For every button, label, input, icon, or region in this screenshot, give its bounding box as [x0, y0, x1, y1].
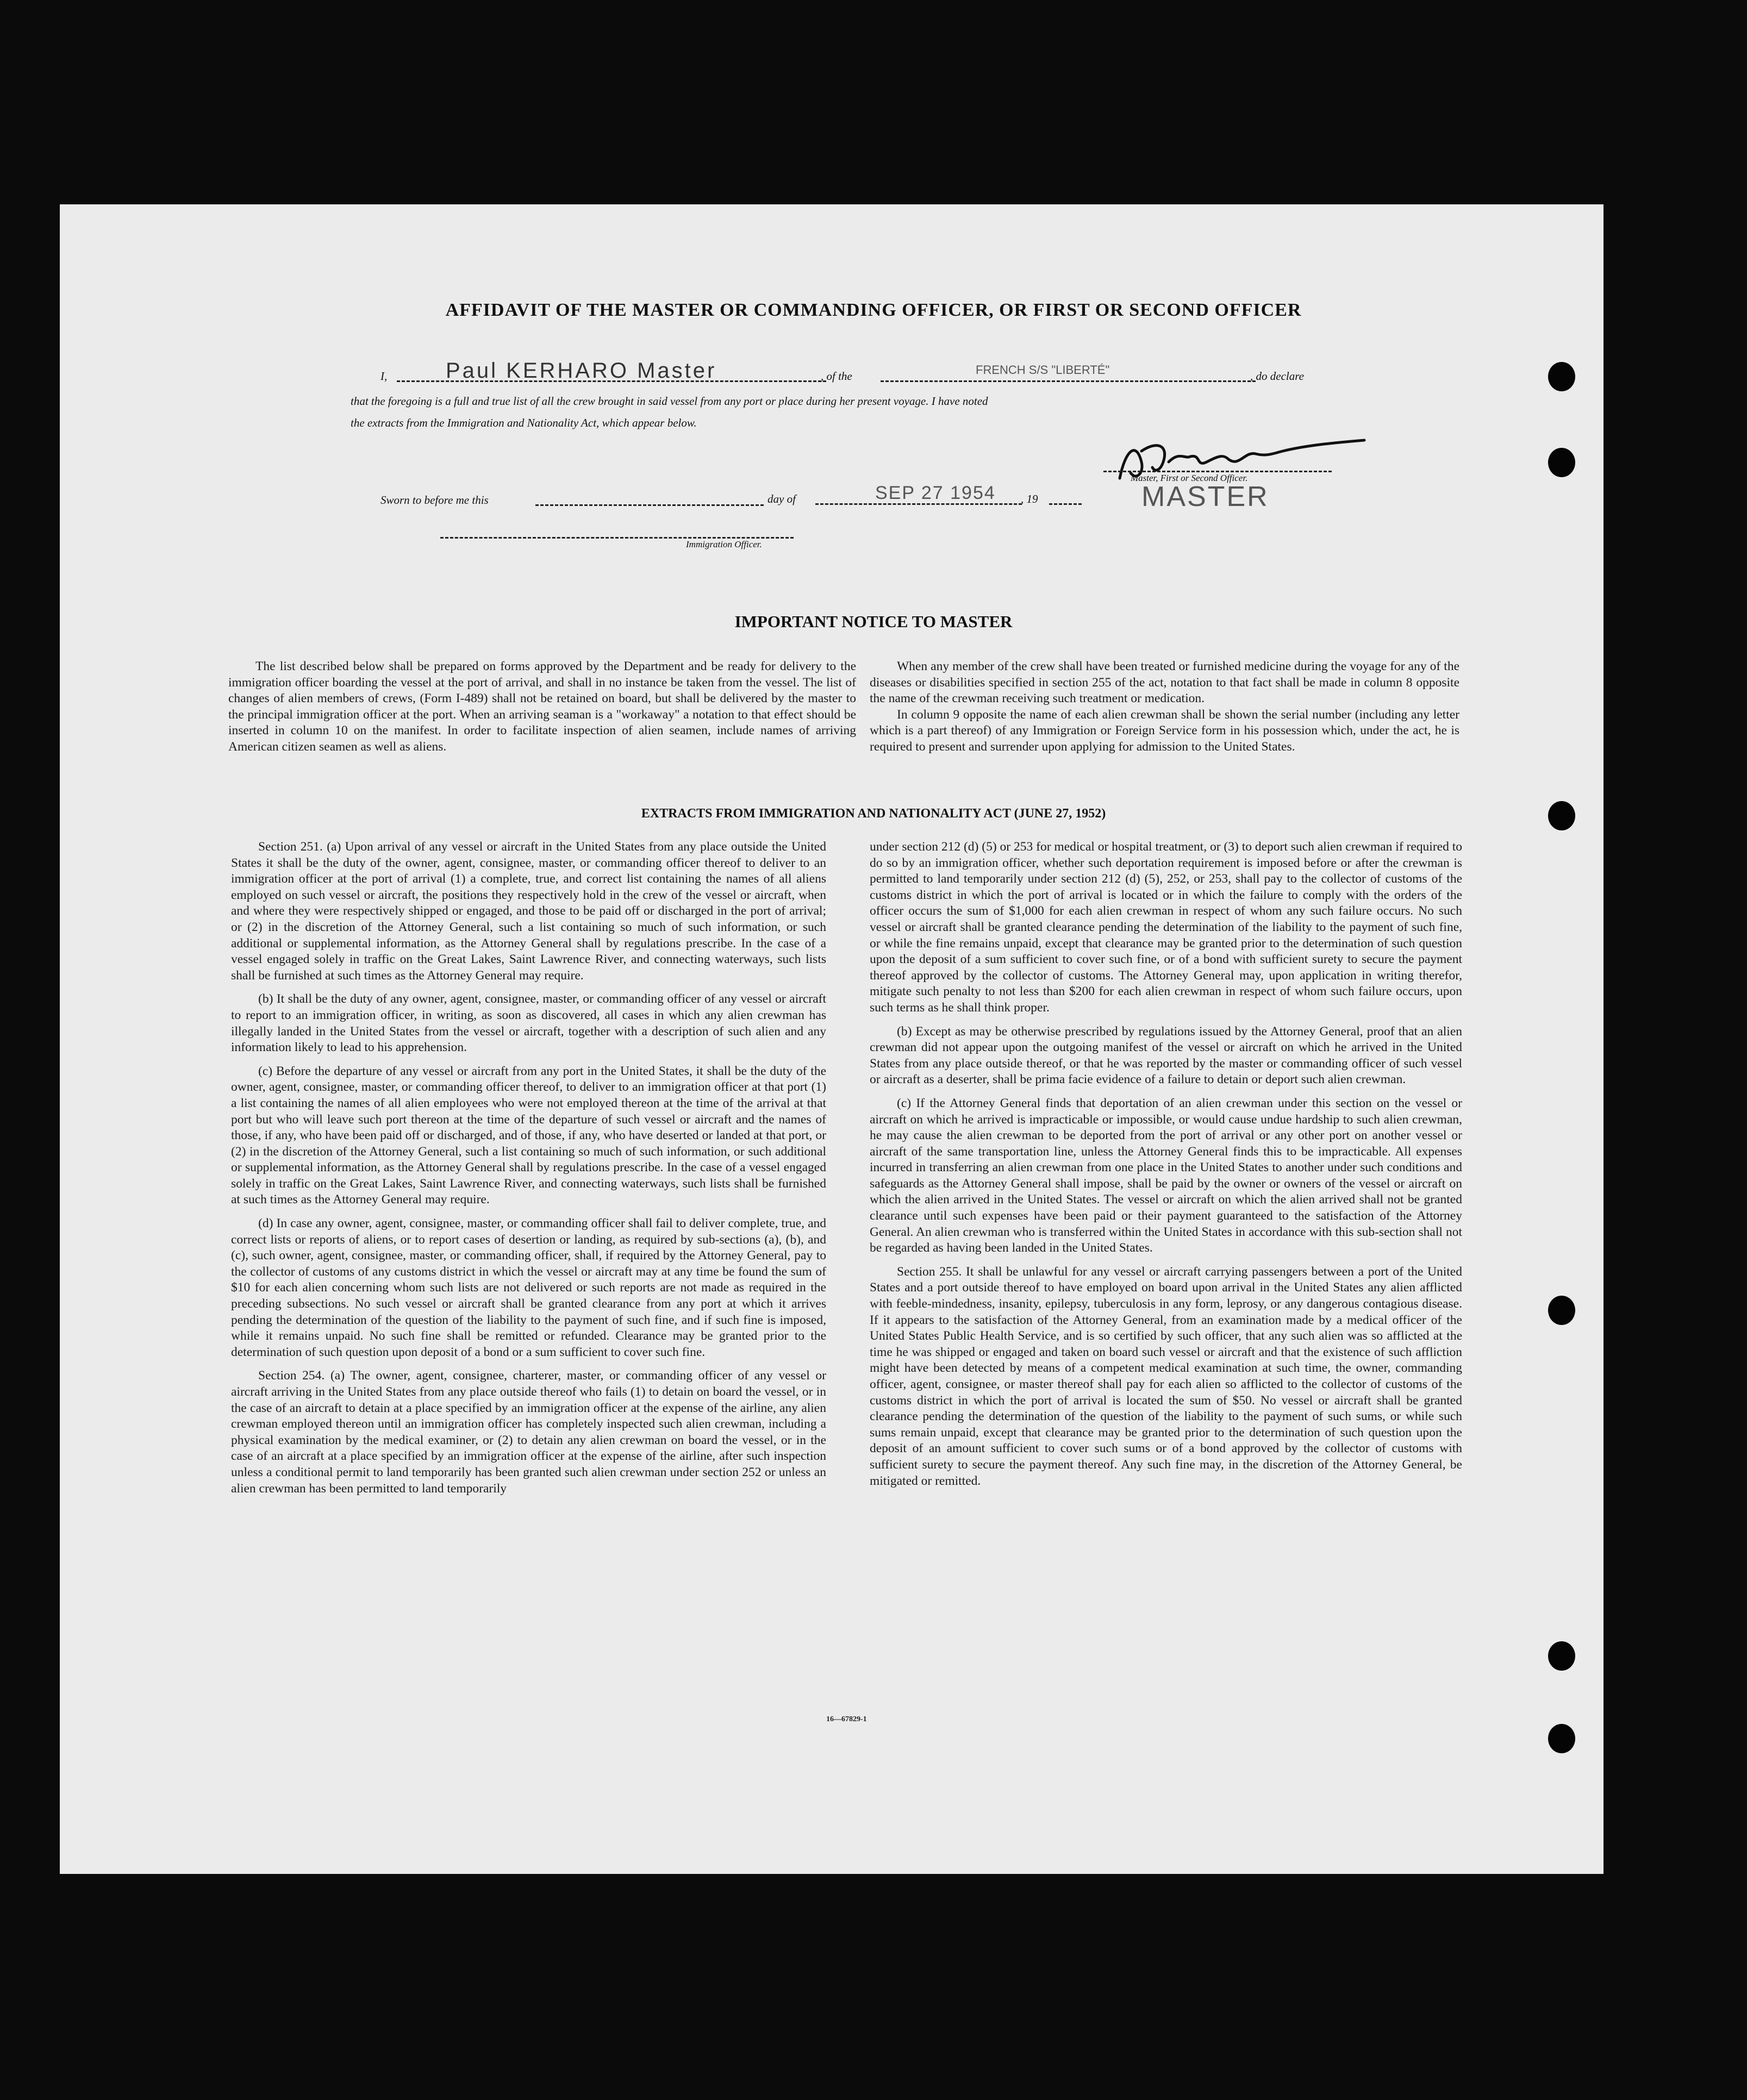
day-of-label: day of	[768, 492, 796, 505]
i-label: I,	[380, 370, 388, 383]
punch-hole	[1548, 1724, 1575, 1753]
signature-line	[1103, 471, 1332, 472]
master-name: Paul KERHARO Master	[446, 359, 717, 383]
notice-left-text: The list described below shall be prepared on forms approved by the Department and be ready for delivery to the immigration officer boarding the vessel at the port of arrival, and shall in no instance be taken from the vessel. The list of changes of alien members of crews, (Form I-489) shall not be retained on board, but shall be delivered by the master to the principal immigration officer at the port. When an arriving seaman is a "workaway" a notation to that effect should be inserted in column 10 on the manifest. In order to facilitate inspection of alien seamen, include names of arriving American citizen seamen as well as aliens.	[228, 659, 856, 754]
notice-right-column	[870, 659, 1459, 763]
signature-caption: Master, First or Second Officer.	[1131, 473, 1248, 483]
notice-right-text-2: In column 9 opposite the name of each alien crewman shall be shown the serial number (including any letter which is a part thereof) of any Immigration or Foreign Service form in his possession which, under the act, he is required to present and surrender upon applying for admission to the United States.	[870, 707, 1459, 754]
officer-line	[440, 537, 794, 539]
vessel-line	[881, 380, 1256, 382]
section-255: Section 255. It shall be unlawful for any vessel or aircraft carrying passengers between a port of the United States and a port outside thereof to have employed on board upon arrival in the United States any alien afflicted with feeble-mindedness, insanity, epilepsy, tuberculosis in any form, leprosy, or any dangerous contagious disease. If it appears to the satisfaction of the Attorney General, from an examination made by a medical officer of the United States Public Health Service, and is so certified by such officer, that any such alien was so afflicted at the time he was shipped or engaged and taken on board such vessel or aircraft and that the existence of such affliction might have been detected by means of a competent medical examination at such time, the owner, commanding officer, agent, consignee, or master thereof shall pay for each alien so afflicted to the collector of customs of the customs district in which the port of arrival is located the sum of $50. No vessel or aircraft shall be granted clearance pending the determination of the question of the liability to the payment of such sums, or while such sums remain unpaid, except that clearance may be granted prior to the determination of such question upon the deposit of an amount sufficient to cover such sums or of a bond approved by the collector of customs with sufficient surety to secure the payment thereof. Any such fine may, in the discretion of the Attorney General, be mitigated or remitted.	[870, 1264, 1462, 1488]
vessel-stamp: FRENCH S/S "LIBERTÉ"	[976, 363, 1110, 377]
affidavit-title: AFFIDAVIT OF THE MASTER OR COMMANDING OFFICER, OR FIRST OR SECOND OFFICER	[445, 300, 1302, 320]
of-the-label: , of the	[821, 370, 852, 383]
section-254-c: (c) If the Attorney General finds that deportation of an alien crewman under this section on the vessel or aircraft on which he arrived is impracticable or impossible, or would cause undue hardship to such alien crewman, he may cause the alien crewman to be deported from the port of arrival or any other port on another vessel or aircraft of the same transportation line, unless the Attorney General finds this to be impracticable. All expenses incurred in transferring an alien crewman from one place in the United States to another under such conditions and safeguards as the Attorney General shall impose, shall be paid by the owner or owners of the vessel or aircraft on which the alien arrived in the United States. The vessel or aircraft on which the alien arrived shall not be granted clearance until such expenses have been paid or their payment guaranteed to the satisfaction of the Attorney General. An alien crewman who is transferred within the United States in accordance with this sub-section shall not be regarded as having been landed in the United States.	[870, 1096, 1462, 1255]
section-254-b: (b) Except as may be otherwise prescribed by regulations issued by the Attorney General, proof that an alien crewman did not appear upon the outgoing manifest of the vessel or aircraft on which he arrived in the United States from any place outside thereof, or that he was reported by the master or commanding officer of such vessel or aircraft as a deserter, shall be prima facie evidence of a failure to detain or deport such alien crewman.	[870, 1024, 1462, 1087]
sworn-year-line	[1049, 503, 1082, 505]
officer-caption: Immigration Officer.	[686, 539, 762, 549]
extracts-title: EXTRACTS FROM IMMIGRATION AND NATIONALITY ACT (JUNE 27, 1952)	[641, 807, 1106, 821]
section-251-c: (c) Before the departure of any vessel or aircraft from any port in the United States, it shall be the duty of the owner, agent, consignee, master, or commanding officer thereof, to deliver to an immigration officer at that port (1) a list containing the names of all alien employees who were not employed thereon at the time of the arrival at that port but who will leave such port thereon at the time of the departure of such vessel or aircraft and the names of those, if any, who have been paid off or discharged, and of those, if any, who have deserted or landed at that port, or (2) in the discretion of the Attorney General, such a list containing so much of such information, or such additional or supplemental information, as the Attorney General shall by regulations prescribe. In the case of a vessel engaged solely in traffic on the Great Lakes, Saint Lawrence River, and connecting waterways, such lists shall be furnished at such times as the Attorney General may require.	[231, 1064, 826, 1207]
sworn-label: Sworn to before me this	[380, 493, 489, 507]
extracts-right-column	[870, 839, 1462, 1497]
punch-hole	[1548, 448, 1575, 477]
notice-title: IMPORTANT NOTICE TO MASTER	[734, 612, 1013, 631]
sworn-day-line	[535, 504, 764, 506]
punch-hole	[1548, 1296, 1575, 1325]
form-number: 16—67829-1	[826, 1715, 867, 1723]
section-254-a-cont: under section 212 (d) (5) or 253 for medical or hospital treatment, or (3) to deport such alien crewman if required to do so by an immigration officer, whether such deportation requirement is imposed before or after the crewman is permitted to land temporarily under section 212 (d) (5), 252, or 253, shall pay to the collector of customs of the customs district in which the port of arrival is located or in which the failure to comply with the orders of the officer occurs the sum of $1,000 for each alien crewman in respect of whom any such failure occurs. No such vessel or aircraft shall be granted clearance pending the determination of the liability to the payment of such fine, or while the fine remains unpaid, except that clearance may be granted prior to the determination of such question upon the deposit of a sum sufficient to cover such fine, or of a bond with sufficient surety to secure the payment thereof approved by the collector of customs. The Attorney General may, upon application in writing therefor, mitigate such penalty to not less than $200 for each alien crewman in respect of whom such failure occurs, upon such terms as he shall think proper.	[870, 840, 1462, 1015]
do-declare-label: , do declare	[1250, 370, 1304, 383]
declaration-line-3: the extracts from the Immigration and Nationality Act, which appear below.	[351, 416, 697, 429]
section-251-a: Section 251. (a) Upon arrival of any vessel or aircraft in the United States from any place outside the United States it shall be the duty of the owner, agent, consignee, master, or commanding officer thereof to deliver to an immigration officer at the port of arrival (1) a complete, true, and correct list containing the names of all aliens employed on such vessel or aircraft, the positions they respectively hold in the crew of the vessel or aircraft, when and where they were respectively shipped or engaged, and those to be paid off or discharged in the port of arrival; or (2) in the discretion of the Attorney General, such a list containing so much of such information, or such additional or supplemental information, as the Attorney General shall by regulations prescribe. In the case of a vessel engaged solely in traffic on the Great Lakes, Saint Lawrence River, and connecting waterways, such lists shall be furnished at such times as the Attorney General may require.	[231, 840, 826, 983]
section-254-a: Section 254. (a) The owner, agent, consignee, charterer, master, or commanding officer of any vessel or aircraft arriving in the United States from any place outside thereof who fails (1) to detain on board the vessel, or in the case of an aircraft to detain at a place specified by an immigration officer at the expense of the airline, any alien crewman employed thereon until an immigration officer has completely inspected such alien crewman, including a physical examination by the medical examiner, or (2) to detain any alien crewman on board the vessel, or in the case of an aircraft at a place specified by an immigration officer at the expense of the airline, after such inspection unless a conditional permit to land temporarily has been granted such alien crewman under section 252 or unless an alien crewman has been permitted to land temporarily	[231, 1368, 826, 1496]
notice-left-column	[228, 659, 856, 763]
declaration-line-2: that the foregoing is a full and true list of all the crew brought in said vessel from any port or place during her present voyage. I have noted	[351, 395, 988, 408]
section-251-b: (b) It shall be the duty of any owner, agent, consignee, master, or commanding officer of any vessel or aircraft to report to an immigration officer, in writing, as soon as discovered, all cases in which any alien crewman has illegally landed in the United States from the vessel or aircraft, together with a description of such alien and any information likely to lead to his apprehension.	[231, 992, 826, 1055]
section-251-d: (d) In case any owner, agent, consignee, master, or commanding officer shall fail to deliver complete, true, and correct lists or reports of aliens, or to report cases of desertion or landing, as required by sub-sections (a), (b), and (c), such owner, agent, consignee, master, or commanding officer, shall, if required by the Attorney General, pay to the collector of customs of any customs district in which the vessel or aircraft may at any time be found the sum of $10 for each alien concerning whom such lists are not delivered or such reports are not made as required in the preceding subsections. No such vessel or aircraft shall be granted clearance from any port at which it arrives pending the determination of the question of the liability to the payment of such fine, and if such fine is imposed, while it remains unpaid. No such fine shall be remitted or refunded. Clearance may be granted prior to the determination of such question upon deposit of a bond or a sum sufficient to cover such fine.	[231, 1216, 826, 1359]
punch-hole	[1548, 362, 1575, 391]
notice-right-text-1: When any member of the crew shall have been treated or furnished medicine during the voyage for any of the diseases or disabilities specified in section 255 of the act, notation to that fact shall be made in column 8 opposite the name of the crewman receiving such treatment or medication.	[870, 659, 1459, 706]
date-stamp: SEP 27 1954	[875, 483, 996, 503]
master-stamp: MASTER	[1141, 481, 1269, 512]
extracts-left-column	[231, 839, 826, 1504]
punch-hole	[1548, 1641, 1575, 1671]
year-label: , 19	[1021, 492, 1038, 505]
